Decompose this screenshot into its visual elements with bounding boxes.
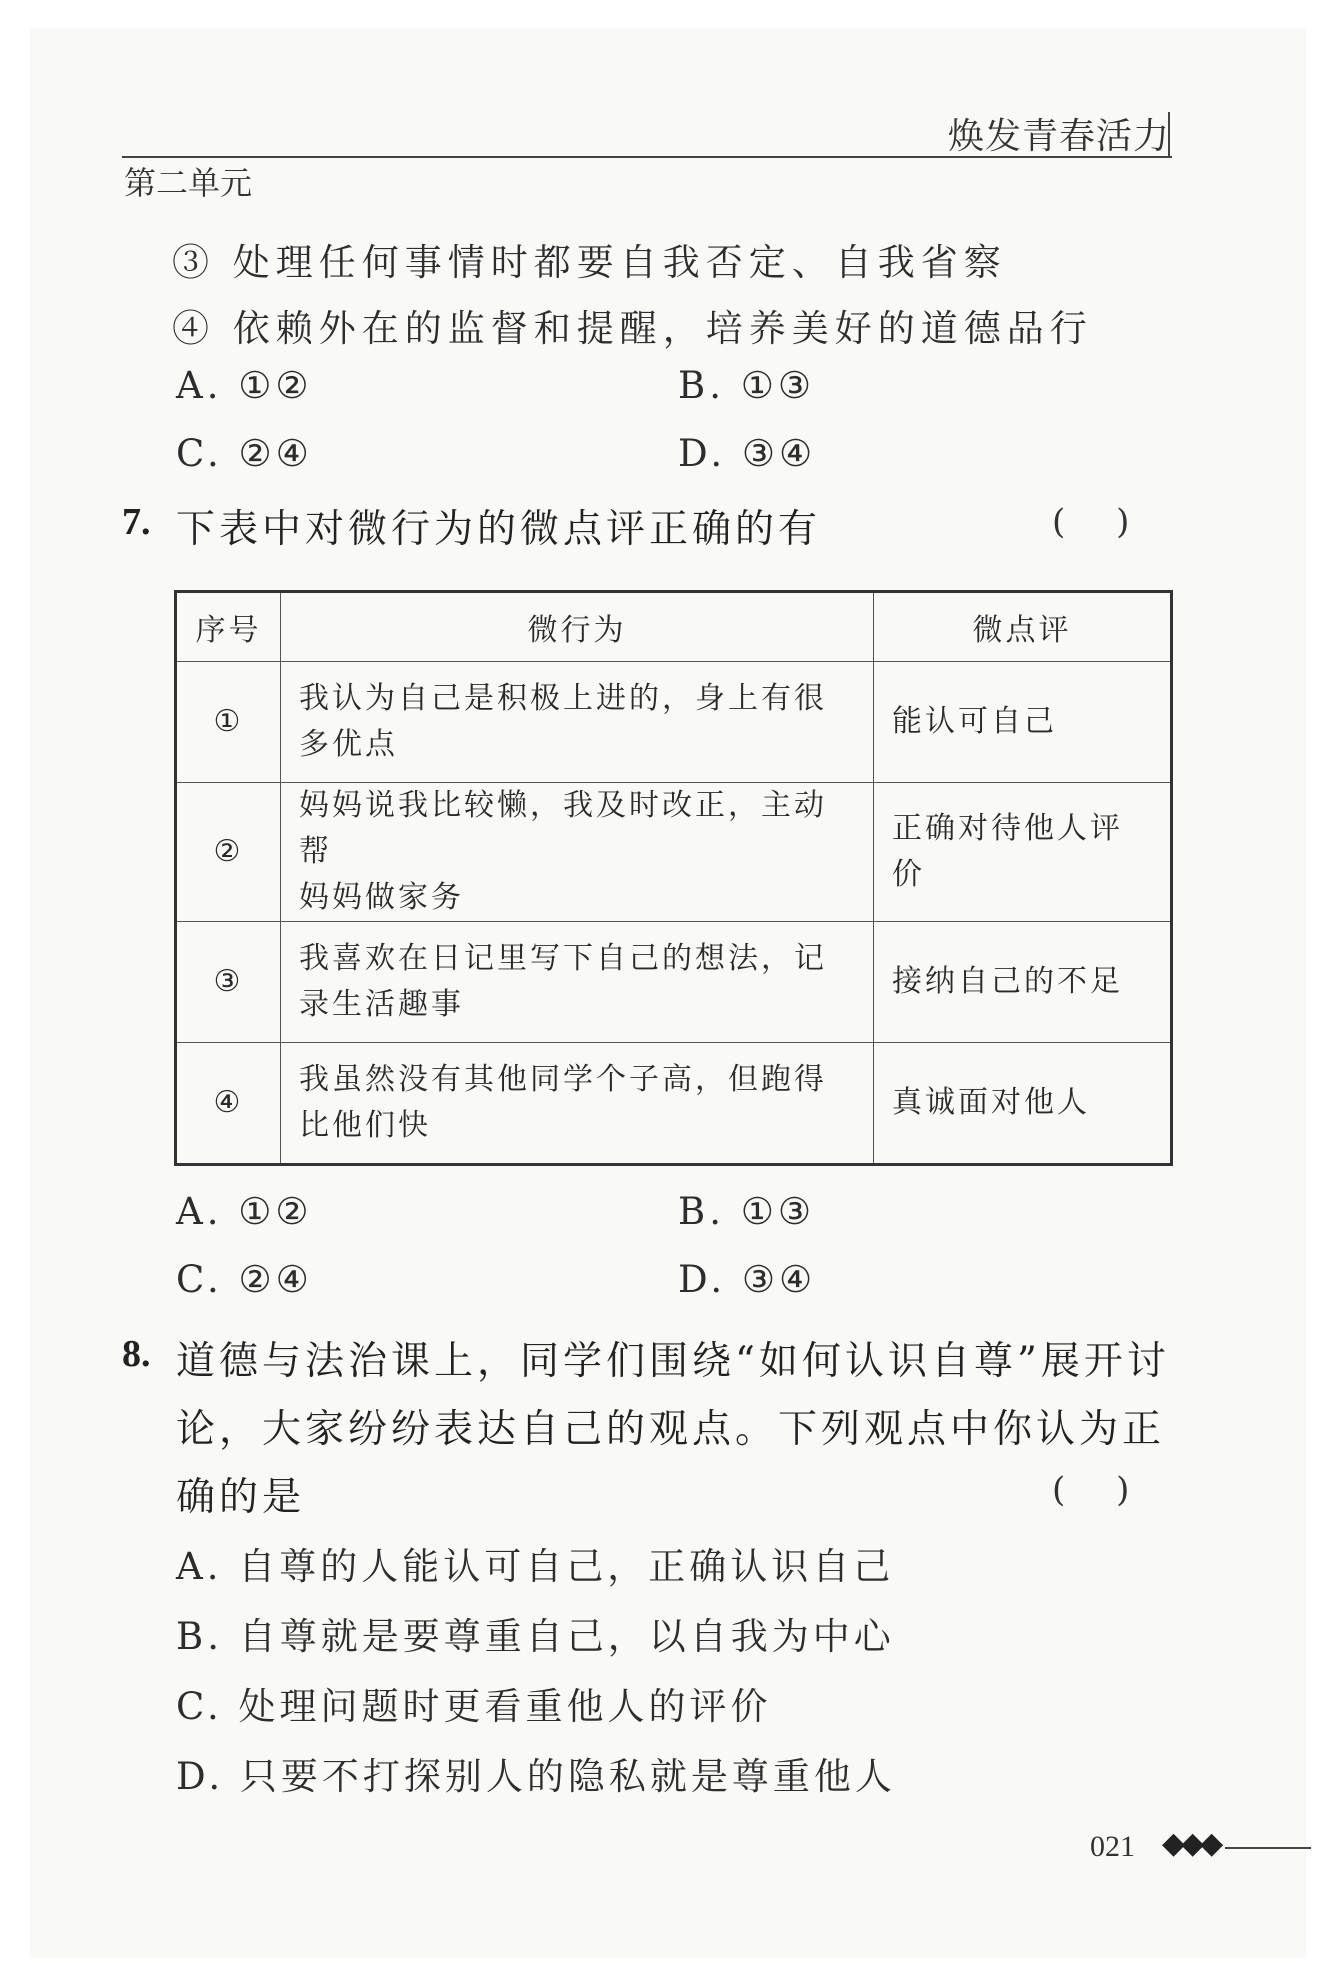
behavior-line: 妈妈说我比较懒，我及时改正，主动帮 — [299, 788, 827, 869]
q6-option-a: A. ①② — [176, 364, 313, 407]
behavior-line: 我喜欢在日记里写下自己的想法，记 — [299, 941, 827, 976]
footer-rule — [1225, 1847, 1311, 1849]
row-behavior — [281, 783, 874, 922]
row-behavior — [281, 1043, 874, 1165]
q7-option-c: C. ②④ — [176, 1258, 313, 1301]
diamond-ornament-icon: ◆◆◆ — [1162, 1826, 1220, 1861]
q8-option-d: D. 只要不打探别人的隐私就是尊重他人 — [176, 1755, 896, 1798]
row-comment: 能认可自己 — [874, 662, 1172, 783]
behavior-line: 我虽然没有其他同学个子高，但跑得 — [299, 1062, 827, 1097]
q8-option-a: A. 自尊的人能认可自己，正确认识自己 — [176, 1545, 895, 1588]
q8-option-c: C. 处理问题时更看重他人的评价 — [176, 1685, 772, 1728]
behavior-line: 我认为自己是积极上进的，身上有很 — [299, 681, 827, 716]
row-comment: 真诚面对他人 — [874, 1043, 1172, 1165]
micro-behavior-table — [174, 590, 1173, 1166]
q7-answer-blank: ( ) — [1052, 502, 1130, 542]
row-index: ③ — [176, 922, 281, 1043]
q6-option-b: B. ①③ — [678, 364, 816, 407]
q8-stem-line-1: 道德与法治课上，同学们围绕“如何认识自尊”展开讨 — [176, 1339, 1170, 1384]
q7-option-a: A. ①② — [176, 1190, 313, 1233]
q7-stem: 下表中对微行为的微点评正确的有 — [176, 507, 822, 552]
header-index: 序号 — [176, 592, 281, 662]
table-row — [176, 1043, 1172, 1165]
q6-item-4: ④ 依赖外在的监督和提醒，培养美好的道德品行 — [172, 307, 1093, 350]
table-row — [176, 662, 1172, 783]
behavior-line: 多优点 — [299, 727, 398, 762]
q7-number: 7. — [122, 501, 151, 543]
table-row — [176, 922, 1172, 1043]
header-behavior: 微行为 — [281, 592, 874, 662]
q7-option-b: B. ①③ — [678, 1190, 816, 1233]
behavior-line: 妈妈做家务 — [299, 880, 464, 915]
q6-option-c: C. ②④ — [176, 432, 313, 475]
q6-item-3: ③ 处理任何事情时都要自我否定、自我省察 — [172, 241, 1007, 284]
row-behavior — [281, 922, 874, 1043]
table-header-row — [176, 592, 1172, 662]
unit-title: 焕发青春活力 — [948, 116, 1171, 157]
row-behavior — [281, 662, 874, 783]
q8-stem-line-3: 确的是 — [176, 1475, 306, 1520]
row-index: ② — [176, 783, 281, 922]
page-number: 021 — [1090, 1830, 1135, 1863]
row-index: ① — [176, 662, 281, 783]
q7-option-d: D. ③④ — [678, 1258, 817, 1301]
q8-number: 8. — [122, 1333, 151, 1375]
q8-stem-line-2: 论，大家纷纷表达自己的观点。下列观点中你认为正 — [176, 1407, 1166, 1452]
q8-option-b: B. 自尊就是要尊重自己，以自我为中心 — [176, 1615, 895, 1658]
header-divider — [1168, 112, 1170, 156]
row-comment: 正确对待他人评价 — [874, 783, 1172, 922]
header-rule — [122, 156, 1172, 158]
section-label: 第二单元 — [124, 164, 253, 202]
q6-option-d: D. ③④ — [678, 432, 817, 475]
header-comment: 微点评 — [874, 592, 1172, 662]
behavior-line: 录生活趣事 — [299, 987, 464, 1022]
behavior-line: 比他们快 — [299, 1108, 431, 1143]
row-index: ④ — [176, 1043, 281, 1165]
table-row — [176, 783, 1172, 922]
q8-answer-blank: ( ) — [1052, 1470, 1130, 1510]
row-comment: 接纳自己的不足 — [874, 922, 1172, 1043]
